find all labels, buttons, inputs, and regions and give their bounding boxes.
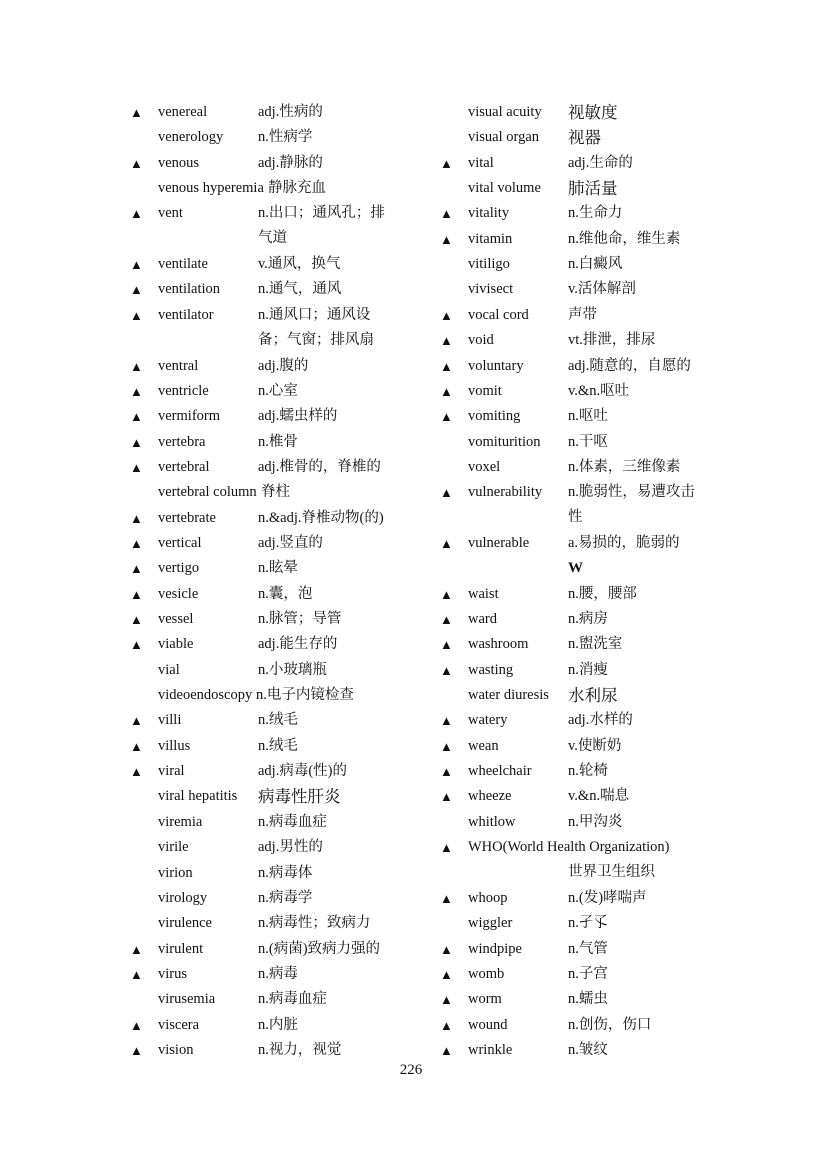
entry-term: vitiligo bbox=[468, 256, 510, 273]
entry-definition: n.干呕 bbox=[568, 433, 608, 450]
triangle-marker-icon: ▲ bbox=[130, 637, 143, 653]
triangle-marker-icon: ▲ bbox=[440, 206, 453, 222]
entry-definition: v.通风，换气 bbox=[258, 256, 341, 273]
entry-definition: adj.椎骨的，脊椎的 bbox=[258, 458, 381, 475]
entry-definition: n.绒毛 bbox=[258, 737, 298, 754]
entry-definition: 视敏度 bbox=[568, 103, 618, 122]
entry-term: vulnerability bbox=[468, 484, 543, 501]
entry-definition: n.囊，泡 bbox=[258, 585, 313, 602]
entry-term: wound bbox=[468, 1016, 508, 1033]
page-number: 226 bbox=[399, 1062, 423, 1078]
triangle-marker-icon: ▲ bbox=[130, 282, 143, 298]
entry-term: videoendoscopy bbox=[158, 687, 253, 704]
triangle-marker-icon: ▲ bbox=[130, 941, 143, 957]
entry-term: viral bbox=[158, 763, 185, 780]
entry-term: vitality bbox=[468, 205, 510, 222]
entry-definition: n.蠕虫 bbox=[568, 991, 608, 1008]
entry-term: visual organ bbox=[468, 129, 540, 146]
triangle-marker-icon: ▲ bbox=[440, 738, 453, 754]
entry-term: visual acuity bbox=[468, 104, 542, 120]
triangle-marker-icon: ▲ bbox=[440, 941, 453, 957]
entry-term: water diuresis bbox=[468, 687, 549, 704]
entry-definition: 静脉充血 bbox=[268, 180, 326, 197]
entry-term: virus bbox=[158, 965, 187, 982]
entry-definition: n.消瘦 bbox=[568, 661, 608, 678]
triangle-marker-icon: ▲ bbox=[440, 992, 453, 1008]
entry-definition: adj.能生存的 bbox=[258, 636, 338, 653]
entry-definition: n.病毒学 bbox=[258, 889, 313, 906]
entry-definition: n.白癜风 bbox=[568, 256, 623, 273]
triangle-marker-icon: ▲ bbox=[440, 966, 453, 982]
entry-definition: adj.水样的 bbox=[568, 712, 633, 729]
triangle-marker-icon: ▲ bbox=[440, 637, 453, 653]
entry-definition: v.&n.喘息 bbox=[568, 788, 630, 805]
triangle-marker-icon: ▲ bbox=[130, 535, 143, 551]
entry-term: venereal bbox=[158, 104, 208, 120]
triangle-marker-icon: ▲ bbox=[440, 662, 453, 678]
entry-definition: adj.静脉的 bbox=[258, 154, 323, 171]
entry-term: ventilate bbox=[158, 256, 208, 273]
entry-term: watery bbox=[468, 712, 508, 729]
entry-definition: n.通风口；通风设备；气窗；排风扇 bbox=[258, 306, 374, 348]
entry-term: washroom bbox=[468, 636, 529, 653]
entry-term: vomit bbox=[468, 382, 502, 399]
entry-term: wasting bbox=[468, 661, 514, 678]
entry-term: viral hepatitis bbox=[158, 788, 238, 805]
entry-term: venous bbox=[158, 154, 200, 171]
entry-term: vertebral column bbox=[158, 484, 257, 501]
entry-definition: n.视力，视觉 bbox=[258, 1041, 342, 1058]
entry-definition: 肺活量 bbox=[568, 179, 618, 199]
triangle-marker-icon: ▲ bbox=[130, 612, 143, 627]
triangle-marker-icon: ▲ bbox=[440, 612, 453, 627]
triangle-marker-icon: ▲ bbox=[130, 358, 143, 374]
entry-term: vitamin bbox=[468, 230, 513, 247]
entry-definition: 世界卫生组织 bbox=[568, 864, 655, 881]
entry-definition: n.脉管；导管 bbox=[258, 611, 342, 627]
entry-term: whoop bbox=[468, 889, 508, 906]
entry-term: vesicle bbox=[158, 585, 199, 602]
entry-definition: n.气管 bbox=[568, 940, 608, 957]
triangle-marker-icon: ▲ bbox=[130, 459, 143, 475]
triangle-marker-icon: ▲ bbox=[130, 307, 143, 323]
entry-definition: n.维他命，维生素 bbox=[568, 230, 681, 247]
triangle-marker-icon: ▲ bbox=[130, 105, 143, 120]
entry-term: vertigo bbox=[158, 560, 200, 577]
entry-term: virile bbox=[158, 839, 189, 856]
entry-definition: n.出口；通风孔；排气道 bbox=[258, 205, 385, 247]
entry-term: vomiting bbox=[468, 408, 521, 425]
entry-definition: n.病毒 bbox=[258, 965, 298, 982]
entry-definition: v.活体解剖 bbox=[568, 281, 636, 298]
entry-definition: n.腰，腰部 bbox=[568, 585, 637, 602]
entry-term: ventilator bbox=[158, 306, 214, 323]
entry-term: windpipe bbox=[468, 940, 522, 957]
triangle-marker-icon: ▲ bbox=[130, 1042, 143, 1058]
entry-definition: n.电子内镜检查 bbox=[256, 687, 354, 704]
triangle-marker-icon: ▲ bbox=[440, 1017, 453, 1033]
entry-term: wean bbox=[468, 737, 499, 754]
entry-term: venerology bbox=[158, 129, 224, 146]
entry-term: viscera bbox=[158, 1016, 200, 1033]
entry-definition: n.病毒性；致病力 bbox=[258, 915, 371, 932]
entry-term: virion bbox=[158, 864, 193, 881]
triangle-marker-icon: ▲ bbox=[130, 586, 143, 602]
entry-term: ventilation bbox=[158, 281, 221, 298]
entry-definition: vt.排泄，排尿 bbox=[568, 332, 656, 349]
triangle-marker-icon: ▲ bbox=[130, 966, 143, 982]
triangle-marker-icon: ▲ bbox=[440, 231, 453, 247]
entry-term: vision bbox=[158, 1041, 194, 1058]
triangle-marker-icon: ▲ bbox=[130, 1017, 143, 1033]
entry-definition: n.病毒血症 bbox=[258, 813, 327, 830]
entry-term: viremia bbox=[158, 813, 203, 830]
entry-definition: n.小玻璃瓶 bbox=[258, 661, 327, 678]
triangle-marker-icon: ▲ bbox=[130, 713, 143, 729]
entry-term: wrinkle bbox=[468, 1041, 513, 1058]
entry-definition: n.子宫 bbox=[568, 965, 608, 982]
triangle-marker-icon: ▲ bbox=[440, 383, 453, 399]
triangle-marker-icon: ▲ bbox=[440, 840, 453, 856]
entry-definition: adj.病毒(性)的 bbox=[258, 763, 347, 780]
triangle-marker-icon: ▲ bbox=[130, 738, 143, 754]
entry-definition: 脊柱 bbox=[261, 484, 290, 501]
triangle-marker-icon: ▲ bbox=[440, 890, 453, 906]
entry-definition: n.椎骨 bbox=[258, 433, 298, 450]
entry-definition: n.性病学 bbox=[258, 129, 313, 146]
entry-term: wiggler bbox=[468, 915, 513, 932]
entry-definition: adj.性病的 bbox=[258, 104, 323, 120]
entry-term: vertebral bbox=[158, 458, 210, 475]
entry-term: voxel bbox=[468, 458, 501, 475]
triangle-marker-icon: ▲ bbox=[440, 307, 453, 323]
entry-term: ventricle bbox=[158, 382, 209, 399]
triangle-marker-icon: ▲ bbox=[440, 1042, 453, 1058]
triangle-marker-icon: ▲ bbox=[130, 434, 143, 450]
entry-definition: n.甲沟炎 bbox=[568, 813, 623, 830]
entry-term: vulnerable bbox=[468, 534, 530, 551]
entry-definition: n.生命力 bbox=[568, 205, 623, 222]
entry-definition: n.呕吐 bbox=[568, 408, 608, 425]
entry-term: voluntary bbox=[468, 357, 524, 374]
entry-definition: n.孑孓 bbox=[568, 915, 608, 932]
entry-term: ward bbox=[468, 611, 497, 627]
entry-term: virology bbox=[158, 889, 208, 906]
entry-definition: n.&adj.脊椎动物(的) bbox=[258, 509, 384, 526]
entry-definition: adj.生命的 bbox=[568, 154, 633, 171]
entry-term: vital bbox=[468, 154, 494, 171]
entry-definition: n.轮椅 bbox=[568, 763, 608, 780]
entry-term: womb bbox=[468, 965, 505, 982]
triangle-marker-icon: ▲ bbox=[440, 789, 453, 805]
entry-definition: n.创伤，伤口 bbox=[568, 1016, 652, 1033]
entry-term: virulence bbox=[158, 915, 212, 932]
triangle-marker-icon: ▲ bbox=[130, 764, 143, 780]
entry-term: viable bbox=[158, 636, 194, 653]
entry-definition: 视器 bbox=[568, 128, 601, 148]
triangle-marker-icon: ▲ bbox=[440, 764, 453, 780]
triangle-marker-icon: ▲ bbox=[440, 713, 453, 729]
entry-term: vessel bbox=[158, 611, 194, 627]
triangle-marker-icon: ▲ bbox=[130, 383, 143, 399]
triangle-marker-icon: ▲ bbox=[130, 561, 143, 577]
section-heading: W bbox=[568, 560, 583, 577]
entry-term: vertebra bbox=[158, 433, 206, 450]
entry-term: waist bbox=[468, 585, 499, 602]
entry-term: vent bbox=[158, 205, 183, 222]
entry-term: venous hyperemia bbox=[158, 180, 264, 197]
triangle-marker-icon: ▲ bbox=[440, 333, 453, 349]
triangle-marker-icon: ▲ bbox=[130, 206, 143, 222]
entry-term: WHO(World Health Organization) bbox=[468, 839, 670, 856]
triangle-marker-icon: ▲ bbox=[130, 155, 143, 171]
entry-definition: adj.蠕虫样的 bbox=[258, 408, 338, 425]
entry-definition: n.病毒血症 bbox=[258, 991, 327, 1008]
entry-term: virulent bbox=[158, 940, 204, 957]
entry-definition: 声带 bbox=[568, 306, 597, 323]
entry-term: wheeze bbox=[468, 788, 512, 805]
entry-term: vomiturition bbox=[468, 433, 541, 450]
entry-term: vivisect bbox=[468, 281, 514, 298]
entry-definition: n.皱纹 bbox=[568, 1041, 608, 1058]
entry-definition: adj.腹的 bbox=[258, 357, 309, 374]
triangle-marker-icon: ▲ bbox=[130, 510, 143, 526]
entry-definition: n.体素，三维像素 bbox=[568, 458, 681, 475]
entry-term: ventral bbox=[158, 357, 199, 374]
entry-definition: adj.竖直的 bbox=[258, 534, 323, 551]
entry-definition: n.绒毛 bbox=[258, 712, 298, 729]
entry-definition: n.(病菌)致病力强的 bbox=[258, 940, 381, 957]
triangle-marker-icon: ▲ bbox=[440, 586, 453, 602]
entry-term: wheelchair bbox=[468, 763, 532, 780]
entry-definition: n.病毒体 bbox=[258, 864, 313, 881]
entry-term: villus bbox=[158, 737, 191, 754]
entry-definition: n.盥洗室 bbox=[568, 636, 623, 653]
entry-definition: n.通气，通风 bbox=[258, 281, 342, 298]
entry-term: vertebrate bbox=[158, 509, 216, 526]
entry-definition: n.(发)哮喘声 bbox=[568, 889, 647, 906]
entry-term: vocal cord bbox=[468, 306, 529, 323]
entry-term: vermiform bbox=[158, 408, 221, 425]
entry-definition: adj.随意的，自愿的 bbox=[568, 357, 691, 374]
triangle-marker-icon: ▲ bbox=[440, 155, 453, 171]
entry-term: whitlow bbox=[468, 813, 516, 830]
entry-definition: adj.男性的 bbox=[258, 839, 323, 856]
entry-definition: n.病房 bbox=[568, 611, 608, 627]
entry-definition: 水利尿 bbox=[568, 686, 618, 706]
entry-definition: n.心室 bbox=[258, 382, 298, 399]
entry-definition: 病毒性肝炎 bbox=[258, 787, 341, 807]
entry-definition: n.内脏 bbox=[258, 1016, 298, 1033]
entry-definition: v.使断奶 bbox=[568, 737, 622, 754]
entry-term: vertical bbox=[158, 534, 202, 551]
triangle-marker-icon: ▲ bbox=[130, 257, 143, 273]
triangle-marker-icon: ▲ bbox=[440, 358, 453, 374]
entry-term: virusemia bbox=[158, 991, 216, 1008]
triangle-marker-icon: ▲ bbox=[130, 409, 143, 425]
triangle-marker-icon: ▲ bbox=[440, 409, 453, 425]
triangle-marker-icon: ▲ bbox=[440, 535, 453, 551]
entry-definition: a.易损的，脆弱的 bbox=[568, 534, 680, 551]
entry-definition: n.脆弱性，易遭攻击性 bbox=[568, 484, 695, 526]
triangle-marker-icon: ▲ bbox=[440, 485, 453, 501]
entry-term: void bbox=[468, 332, 494, 349]
entry-term: villi bbox=[158, 712, 182, 729]
entry-term: vital volume bbox=[468, 180, 541, 197]
entry-term: worm bbox=[468, 991, 502, 1008]
entry-term: vial bbox=[158, 661, 180, 678]
entry-definition: v.&n.呕吐 bbox=[568, 382, 630, 399]
entry-definition: n.眩晕 bbox=[258, 560, 298, 577]
